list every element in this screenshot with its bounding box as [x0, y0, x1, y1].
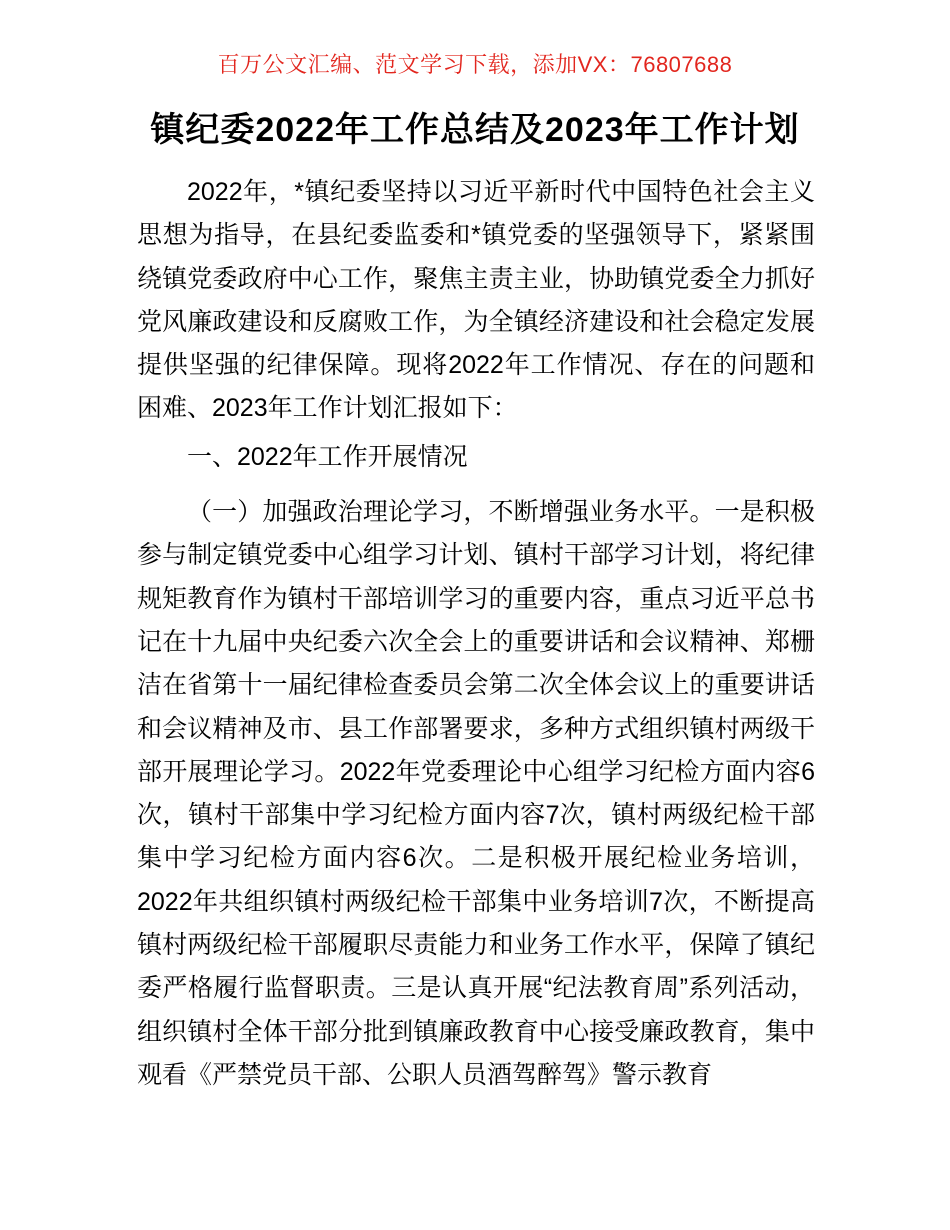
paragraph-intro: 2022年，*镇纪委坚持以习近平新时代中国特色社会主义思想为指导，在县纪委监委和*镇党委的坚强领导下，紧紧围绕镇党委政府中心工作，聚焦主责主业，协助镇党委全力抓好党风廉政建设和反腐败工作，为全镇经济建设和社会稳定发展提供坚强的纪律保障。现将2022年工作情况、存在的问题和困难、2023年工作计划汇报如下： [137, 178, 815, 423]
section-heading-1: 一、2022年工作开展情况 [187, 442, 468, 471]
paragraph-section-1-content: （一）加强政治理论学习，不断增强业务水平。一是积极参与制定镇党委中心组学习计划、镇村干部学习计划，将纪律规矩教育作为镇村干部培训学习的重要内容，重点习近平总书记在十九届中央纪委六次全会上的重要讲话和会议精神、郑栅洁在省第十一届纪律检查委员会第二次全体会议上的重要讲话和会议精神及市、县工作部署要求，多种方式组织镇村两级干部开展理论学习。2022年党委理论中心组学习纪检方面内容6次，镇村干部集中学习纪检方面内容7次，镇村两级纪检干部集中学习纪检方面内容6次。二是积极开展纪检业务培训，2022年共组织镇村两级纪检干部集中业务培训7次，不断提高镇村两级纪检干部履职尽责能力和业务工作水平，保障了镇纪委严格履行监督职责。三是认真开展“纪法教育周”系列活动，组织镇村全体干部分批到镇廉政教育中心接受廉政教育，集中观看《严禁党员干部、公职人员酒驾醉驾》警示教育 [137, 498, 815, 1089]
document-title: 镇纪委2022年工作总结及2023年工作计划 [150, 111, 800, 149]
document-body [137, 171, 815, 1097]
promo-notice-banner: 百万公文汇编、范文学习下载，添加VX：76807688 [217, 52, 733, 77]
